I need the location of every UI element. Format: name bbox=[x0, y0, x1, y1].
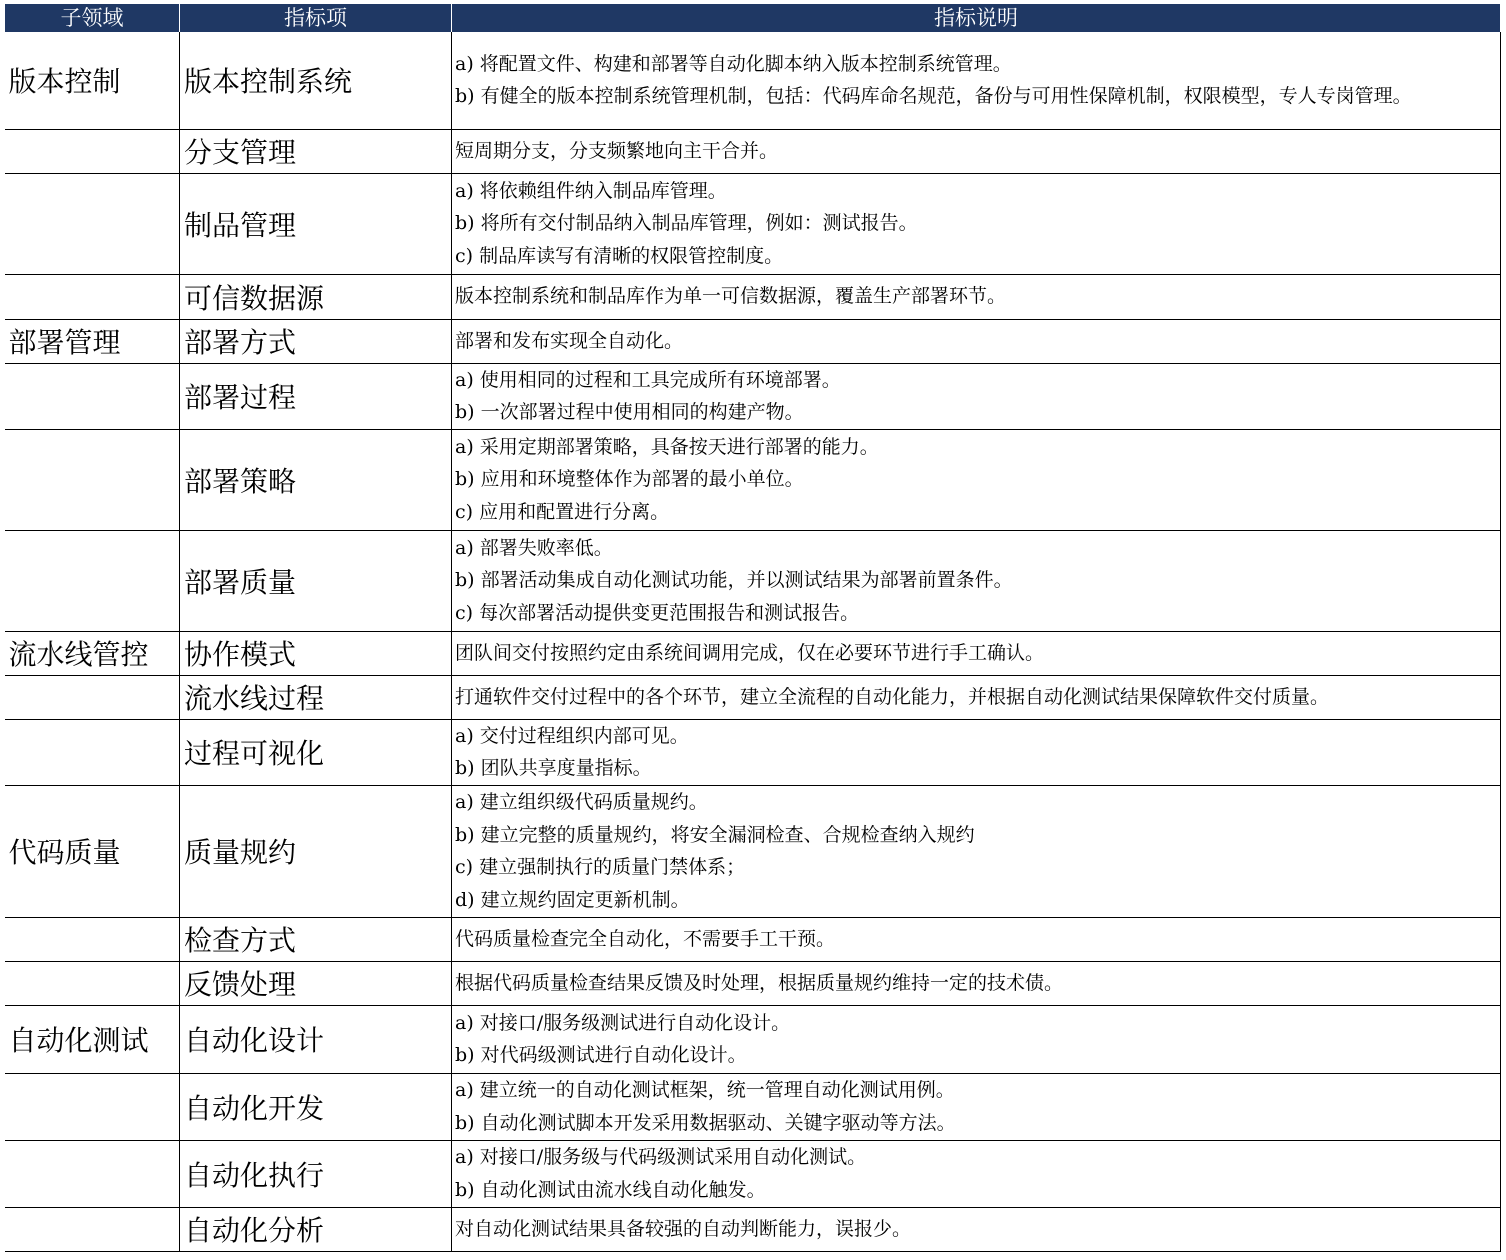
description-cell bbox=[452, 675, 1501, 719]
subdomain-cell bbox=[5, 1207, 180, 1251]
subdomain-cell bbox=[5, 961, 180, 1005]
description-cell bbox=[452, 1073, 1501, 1140]
subdomain-cell bbox=[5, 363, 180, 429]
description-line: c) 每次部署活动提供变更范围报告和测试报告。 bbox=[455, 601, 860, 624]
table-row bbox=[5, 319, 1501, 363]
table-row bbox=[5, 917, 1501, 961]
description-cell bbox=[452, 274, 1501, 319]
description-line: d) 建立规约固定更新机制。 bbox=[455, 888, 690, 911]
description-line: 短周期分支，分支频繁地向主干合并。 bbox=[455, 139, 779, 162]
description-cell bbox=[452, 785, 1501, 917]
description-line: a) 对接口/服务级测试进行自动化设计。 bbox=[455, 1011, 791, 1034]
description-line: a) 使用相同的过程和工具完成所有环境部署。 bbox=[455, 368, 841, 391]
description-cell bbox=[452, 1005, 1501, 1073]
table-row bbox=[5, 1005, 1501, 1073]
subdomain-cell: 版本控制 bbox=[5, 32, 180, 129]
header-subdomain: 子领域 bbox=[5, 4, 180, 32]
indicator-table bbox=[4, 4, 1501, 1252]
description-line: a) 交付过程组织内部可见。 bbox=[455, 724, 689, 747]
indicator-cell: 自动化执行 bbox=[180, 1140, 452, 1207]
description-line: b) 部署活动集成自动化测试功能，并以测试结果为部署前置条件。 bbox=[455, 569, 1013, 592]
description-line: c) 制品库读写有清晰的权限管控制度。 bbox=[455, 244, 784, 267]
description-line: a) 将配置文件、构建和部署等自动化脚本纳入版本控制系统管理。 bbox=[455, 52, 1012, 75]
description-cell bbox=[452, 429, 1501, 530]
table-row bbox=[5, 961, 1501, 1005]
description-line: c) 应用和配置进行分离。 bbox=[455, 500, 670, 523]
description-line: b) 自动化测试脚本开发采用数据驱动、关键字驱动等方法。 bbox=[455, 1111, 956, 1134]
description-line: 对自动化测试结果具备较强的自动判断能力，误报少。 bbox=[455, 1217, 912, 1240]
table-row bbox=[5, 1073, 1501, 1140]
indicator-cell: 反馈处理 bbox=[180, 961, 452, 1005]
description-line: b) 建立完整的质量规约，将安全漏洞检查、合规检查纳入规约 bbox=[455, 823, 975, 846]
description-line: a) 采用定期部署策略，具备按天进行部署的能力。 bbox=[455, 435, 879, 458]
indicator-cell: 流水线过程 bbox=[180, 675, 452, 719]
indicator-cell: 版本控制系统 bbox=[180, 32, 452, 129]
description-line: b) 应用和环境整体作为部署的最小单位。 bbox=[455, 468, 804, 491]
description-line: 打通软件交付过程中的各个环节，建立全流程的自动化能力，并根据自动化测试结果保障软件交付质量。 bbox=[455, 685, 1330, 708]
table-row bbox=[5, 429, 1501, 530]
indicator-cell: 自动化设计 bbox=[180, 1005, 452, 1073]
description-cell bbox=[452, 363, 1501, 429]
subdomain-cell bbox=[5, 719, 180, 785]
description-line: 代码质量检查完全自动化，不需要手工干预。 bbox=[455, 927, 836, 950]
indicator-cell: 过程可视化 bbox=[180, 719, 452, 785]
subdomain-cell bbox=[5, 173, 180, 274]
table-row bbox=[5, 274, 1501, 319]
subdomain-cell bbox=[5, 917, 180, 961]
table-row bbox=[5, 363, 1501, 429]
description-line: b) 一次部署过程中使用相同的构建产物。 bbox=[455, 401, 804, 423]
table-row bbox=[5, 785, 1501, 917]
description-line: b) 将所有交付制品纳入制品库管理，例如：测试报告。 bbox=[455, 212, 918, 235]
description-line: a) 建立组织级代码质量规约。 bbox=[455, 791, 708, 813]
indicator-cell: 部署策略 bbox=[180, 429, 452, 530]
description-cell bbox=[452, 1207, 1501, 1251]
description-line: 团队间交付按照约定由系统间调用完成，仅在必要环节进行手工确认。 bbox=[455, 641, 1045, 664]
description-line: b) 自动化测试由流水线自动化触发。 bbox=[455, 1178, 766, 1201]
table-header bbox=[5, 4, 1501, 32]
description-cell bbox=[452, 173, 1501, 274]
subdomain-cell bbox=[5, 675, 180, 719]
description-line: a) 部署失败率低。 bbox=[455, 536, 613, 559]
header-indicator: 指标项 bbox=[180, 4, 452, 32]
description-cell bbox=[452, 530, 1501, 631]
subdomain-cell bbox=[5, 429, 180, 530]
table-row bbox=[5, 719, 1501, 785]
description-line: 版本控制系统和制品库作为单一可信数据源，覆盖生产部署环节。 bbox=[455, 285, 1007, 308]
description-line: b) 团队共享度量指标。 bbox=[455, 757, 652, 779]
table-row bbox=[5, 32, 1501, 129]
indicator-cell: 部署方式 bbox=[180, 319, 452, 363]
indicator-cell: 分支管理 bbox=[180, 129, 452, 173]
indicator-cell: 可信数据源 bbox=[180, 274, 452, 319]
description-cell bbox=[452, 917, 1501, 961]
description-cell bbox=[452, 129, 1501, 173]
subdomain-cell: 自动化测试 bbox=[5, 1005, 180, 1073]
description-cell bbox=[452, 631, 1501, 675]
description-cell bbox=[452, 1140, 1501, 1207]
table-row bbox=[5, 631, 1501, 675]
description-line: a) 建立统一的自动化测试框架，统一管理自动化测试用例。 bbox=[455, 1079, 955, 1101]
subdomain-cell bbox=[5, 1073, 180, 1140]
table-row bbox=[5, 675, 1501, 719]
indicator-cell: 检查方式 bbox=[180, 917, 452, 961]
table-row bbox=[5, 173, 1501, 274]
indicator-cell: 部署过程 bbox=[180, 363, 452, 429]
subdomain-cell bbox=[5, 530, 180, 631]
description-cell bbox=[452, 961, 1501, 1005]
indicator-cell: 自动化开发 bbox=[180, 1073, 452, 1140]
subdomain-cell bbox=[5, 274, 180, 319]
description-line: a) 将依赖组件纳入制品库管理。 bbox=[455, 179, 727, 202]
description-line: c) 建立强制执行的质量门禁体系； bbox=[455, 856, 746, 878]
table-row bbox=[5, 1207, 1501, 1251]
subdomain-cell: 部署管理 bbox=[5, 319, 180, 363]
table-body bbox=[5, 32, 1501, 1251]
header-description: 指标说明 bbox=[452, 4, 1501, 32]
indicator-cell: 自动化分析 bbox=[180, 1207, 452, 1251]
description-cell bbox=[452, 719, 1501, 785]
table-row bbox=[5, 1140, 1501, 1207]
subdomain-cell bbox=[5, 129, 180, 173]
subdomain-cell: 代码质量 bbox=[5, 785, 180, 917]
description-line: b) 对代码级测试进行自动化设计。 bbox=[455, 1044, 747, 1066]
indicator-cell: 部署质量 bbox=[180, 530, 452, 631]
table-row bbox=[5, 530, 1501, 631]
table-row bbox=[5, 129, 1501, 173]
description-line: 根据代码质量检查结果反馈及时处理，根据质量规约维持一定的技术债。 bbox=[455, 971, 1064, 994]
indicator-cell: 协作模式 bbox=[180, 631, 452, 675]
indicator-cell: 质量规约 bbox=[180, 785, 452, 917]
description-line: b) 有健全的版本控制系统管理机制，包括：代码库命名规范，备份与可用性保障机制，权限模型，专人专岗管理。 bbox=[455, 85, 1412, 108]
subdomain-cell bbox=[5, 1140, 180, 1207]
description-line: 部署和发布实现全自动化。 bbox=[455, 329, 684, 352]
description-line: a) 对接口/服务级与代码级测试采用自动化测试。 bbox=[455, 1146, 867, 1168]
description-cell bbox=[452, 319, 1501, 363]
subdomain-cell: 流水线管控 bbox=[5, 631, 180, 675]
description-cell bbox=[452, 32, 1501, 129]
indicator-cell: 制品管理 bbox=[180, 173, 452, 274]
